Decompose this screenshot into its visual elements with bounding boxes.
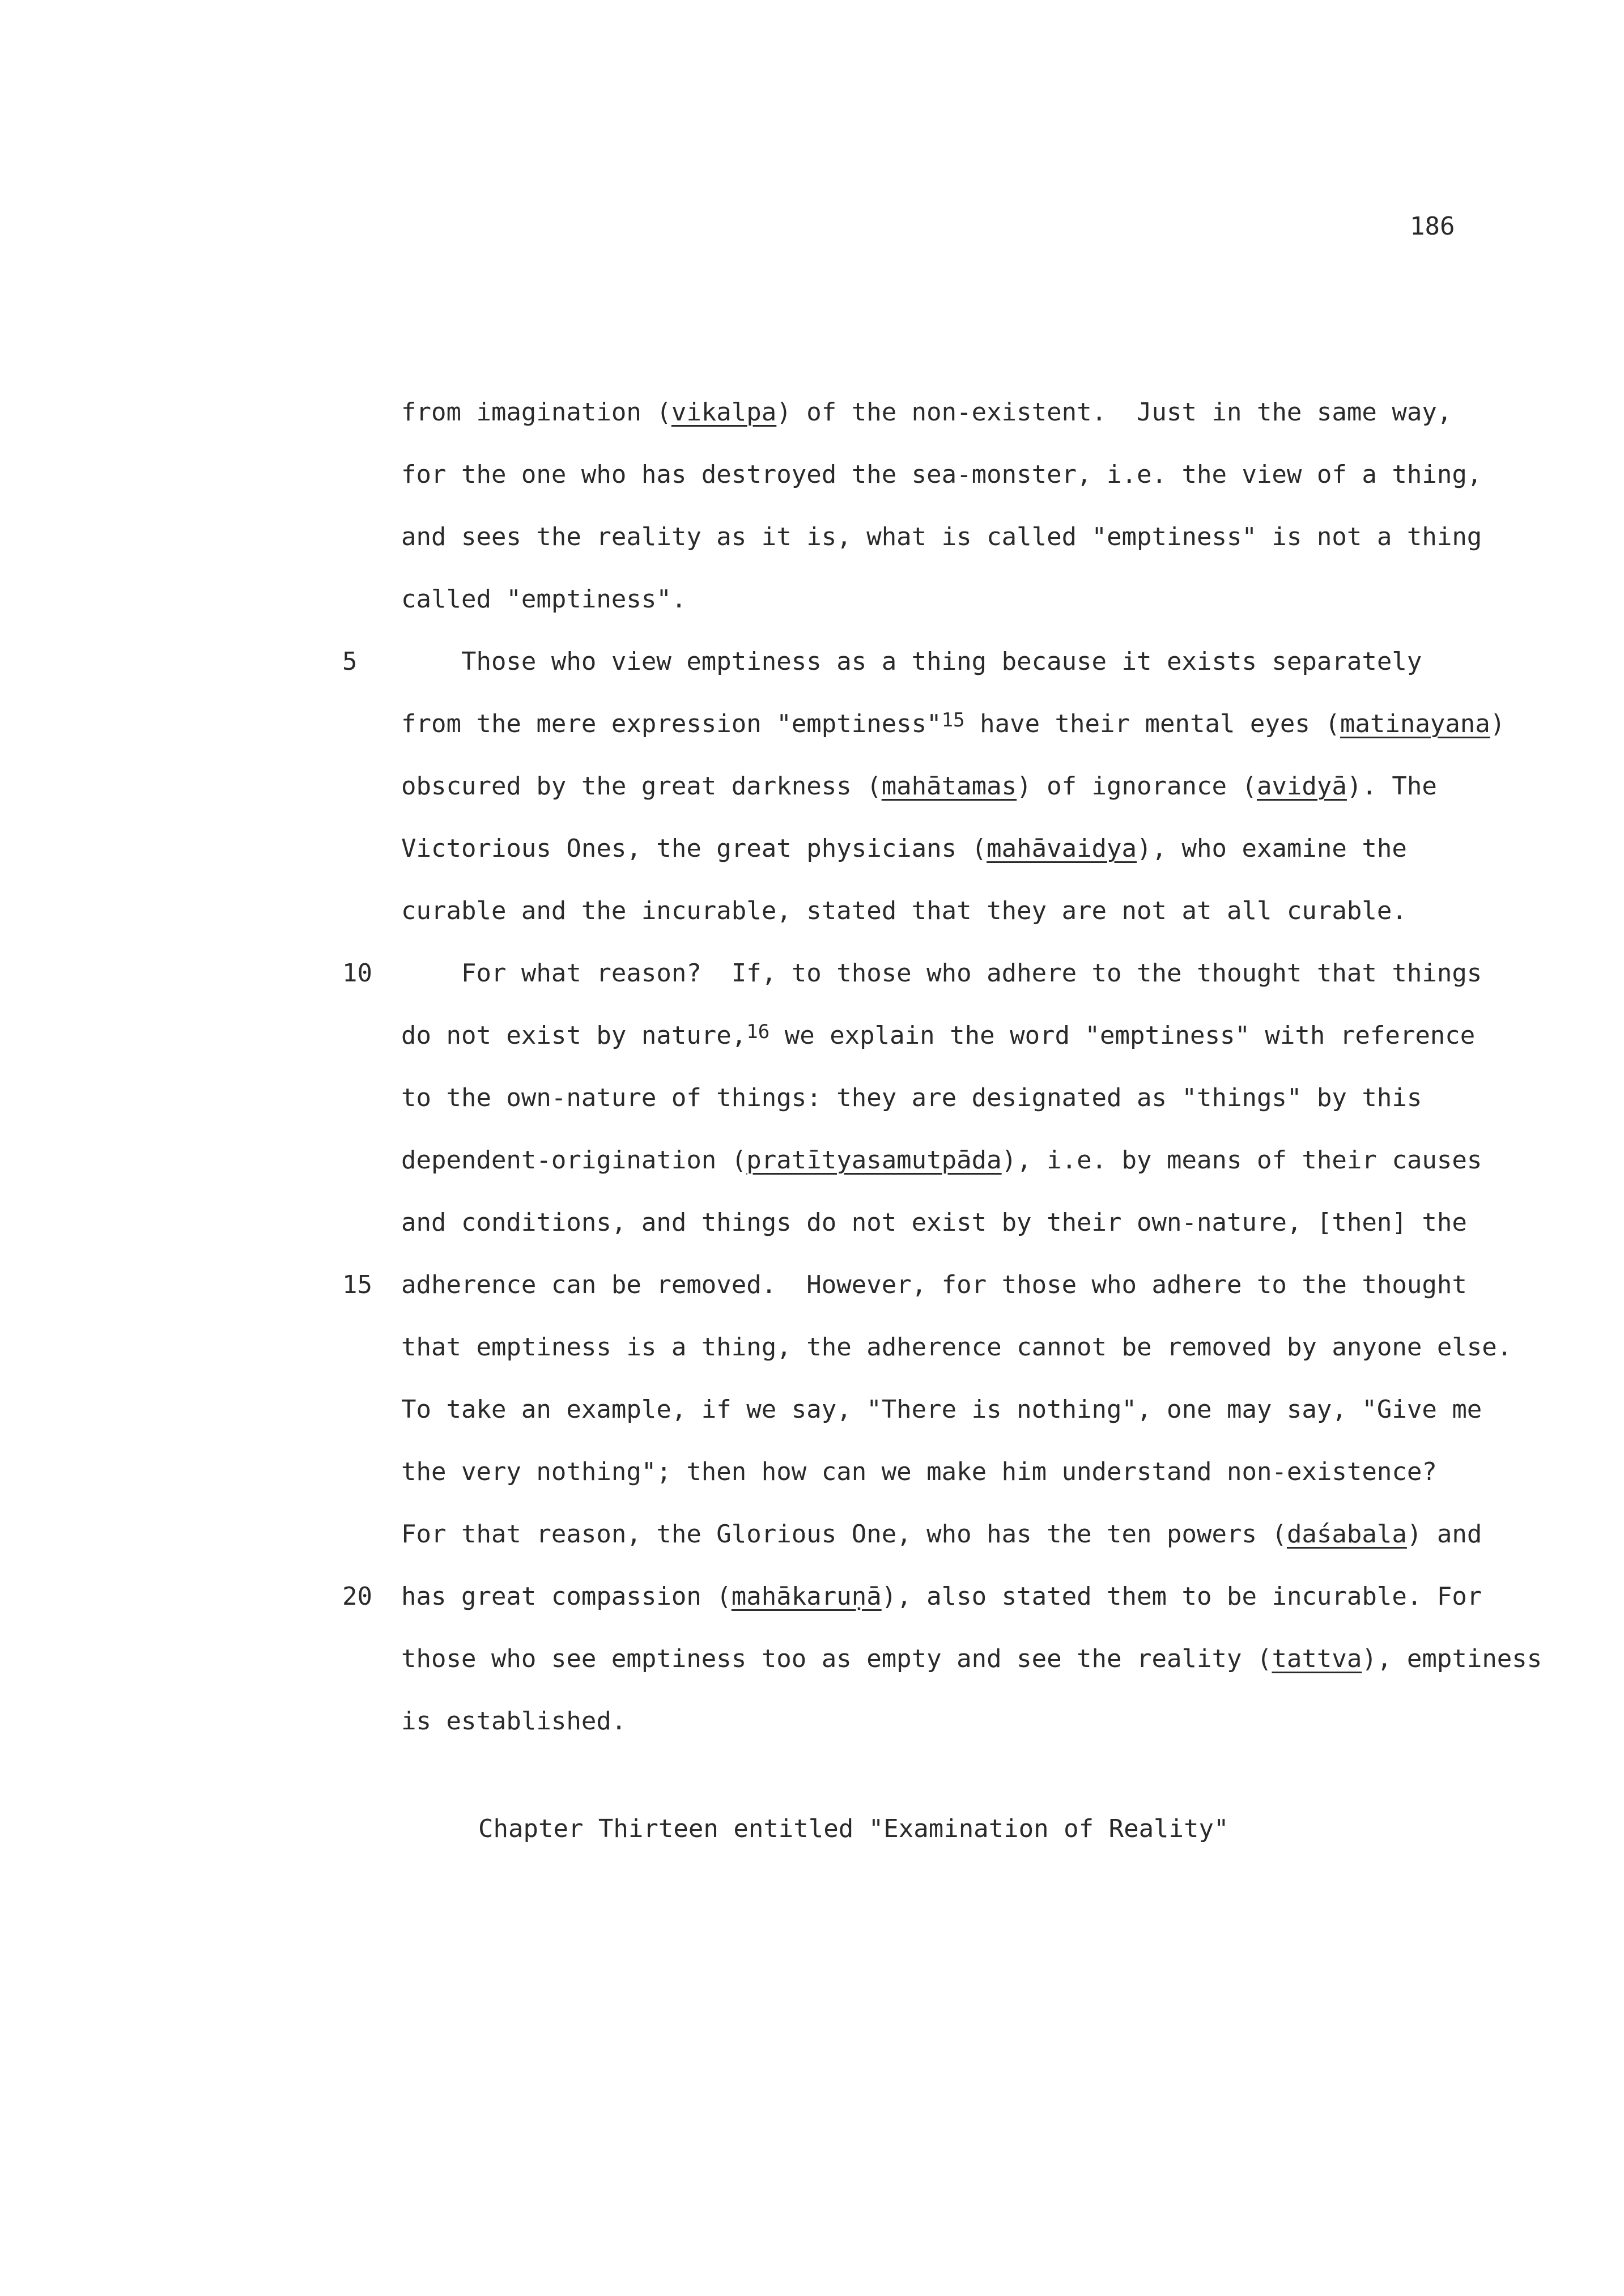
text-segment: and sees the reality as it is, what is called "emptiness" is not a thing	[401, 522, 1482, 551]
text-line	[401, 459, 1482, 491]
text-line	[401, 646, 1422, 678]
sanskrit-term: pratītyasamutpāda	[746, 1146, 1002, 1175]
text-segment: we explain the word "emptiness" with reference	[770, 1021, 1476, 1050]
sanskrit-term: mahākaruṇā	[731, 1582, 882, 1611]
text-segment: for the one who has destroyed the sea-monster, i.e. the view of a thing,	[401, 460, 1482, 489]
text-line	[401, 1394, 1482, 1426]
text-segment: For what reason? If, to those who adhere to the thought that things	[401, 959, 1482, 988]
text-line	[401, 1456, 1437, 1488]
text-segment: For that reason, the Glorious One, who has the ten powers (	[401, 1520, 1287, 1549]
text-segment: adherence can be removed. However, for those who adhere to the thought	[401, 1270, 1467, 1299]
text-line	[401, 895, 1407, 927]
footnote-marker: 16	[746, 1021, 770, 1043]
sanskrit-term: vikalpa	[671, 398, 777, 427]
text-line	[401, 584, 686, 615]
text-line	[401, 397, 1452, 428]
text-segment: is established.	[401, 1707, 627, 1736]
text-segment: curable and the incurable, stated that they are not at all curable.	[401, 896, 1407, 925]
sanskrit-term: mahātamas	[881, 772, 1017, 801]
text-line	[401, 958, 1482, 989]
text-line	[401, 1332, 1512, 1363]
text-segment: to the own-nature of things: they are designated as "things" by this	[401, 1083, 1422, 1112]
text-segment: To take an example, if we say, "There is nothing", one may say, "Give me	[401, 1395, 1482, 1424]
text-segment: Victorious Ones, the great physicians (	[401, 834, 987, 863]
text-segment: ) and	[1406, 1520, 1482, 1549]
line-number: 5	[342, 647, 358, 676]
text-segment: that emptiness is a thing, the adherence cannot be removed by anyone else.	[401, 1333, 1512, 1362]
text-segment: ), emptiness	[1362, 1644, 1542, 1673]
text-line	[401, 1269, 1467, 1301]
text-segment: ). The	[1346, 772, 1437, 801]
text-line	[401, 1706, 626, 1737]
sanskrit-term: daśabala	[1286, 1520, 1407, 1549]
text-segment: and conditions, and things do not exist by their own-nature, [then] the	[401, 1208, 1467, 1237]
text-segment: ) of the non-existent. Just in the same way,	[776, 398, 1452, 427]
sanskrit-term: avidyā	[1256, 772, 1347, 801]
line-number: 15	[342, 1270, 372, 1299]
text-line	[401, 1207, 1467, 1239]
footnote-marker: 15	[941, 709, 965, 732]
text-line	[401, 1145, 1482, 1176]
text-line	[401, 833, 1407, 865]
text-segment: do not exist by nature,	[401, 1021, 747, 1050]
text-segment: ), also stated them to be incurable. For	[881, 1582, 1482, 1611]
text-segment: )	[1490, 709, 1506, 738]
line-number: 10	[342, 959, 372, 988]
sanskrit-term: matinayana	[1340, 709, 1490, 738]
sanskrit-term: tattva	[1272, 1644, 1362, 1673]
text-segment: obscured by the great darkness (	[401, 772, 882, 801]
text-line	[401, 1519, 1482, 1550]
text-segment: ) of ignorance (	[1017, 772, 1257, 801]
text-line	[401, 1581, 1482, 1613]
text-segment: called "emptiness".	[401, 585, 687, 614]
text-segment: dependent-origination (	[401, 1146, 747, 1175]
text-segment: has great compassion (	[401, 1582, 732, 1611]
text-segment: from imagination (	[401, 398, 671, 427]
text-segment: those who see emptiness too as empty and see the reality (	[401, 1644, 1272, 1673]
line-number: 20	[342, 1582, 372, 1611]
sanskrit-term: mahāvaidya	[987, 834, 1137, 863]
text-segment: have their mental eyes (	[964, 709, 1340, 738]
text-line	[401, 1020, 1475, 1053]
text-segment: ), i.e. by means of their causes	[1001, 1146, 1482, 1175]
text-segment: from the mere expression "emptiness"	[401, 709, 942, 738]
text-line	[401, 521, 1482, 553]
chapter-title: Chapter Thirteen entitled "Examination of Reality"	[478, 1814, 1229, 1843]
text-line	[401, 1082, 1422, 1114]
text-segment: ), who examine the	[1137, 834, 1407, 863]
text-segment: the very nothing"; then how can we make him understand non-existence?	[401, 1457, 1437, 1486]
text-line	[401, 771, 1437, 802]
text-line	[401, 708, 1505, 742]
text-segment: Those who view emptiness as a thing because it exists separately	[401, 647, 1422, 676]
page-number: 186	[1410, 212, 1455, 241]
text-line	[401, 1643, 1542, 1675]
